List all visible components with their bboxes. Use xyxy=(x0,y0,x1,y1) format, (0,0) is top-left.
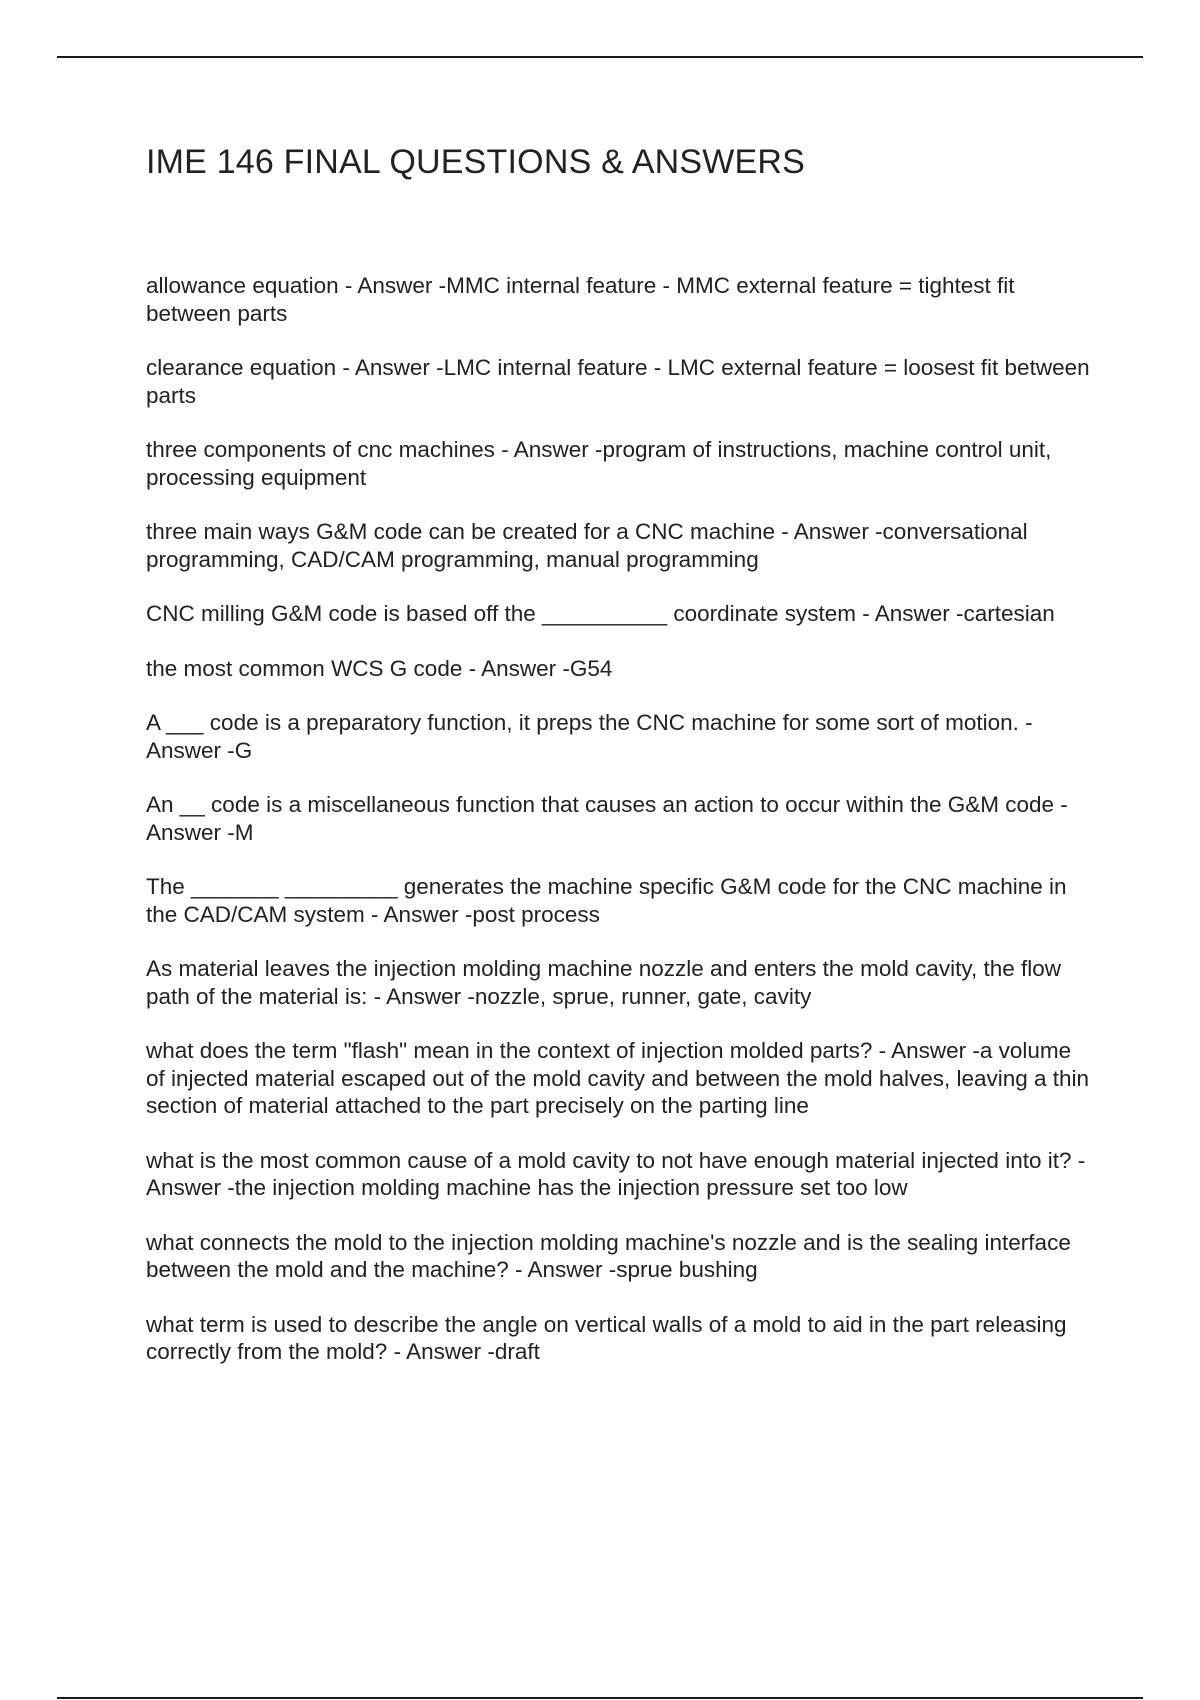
qa-item-5: CNC milling G&M code is based off the __________ coordinate system - Answer -cartesian xyxy=(146,601,1055,626)
qa-item-11: what does the term "flash" mean in the context of injection molded parts? - Answer -a volume of injected material escaped out of the mold cavity and between the mold halves, leaving a thin section of material attached to the part precisely on the parting line xyxy=(146,1038,1090,1118)
top-divider xyxy=(57,56,1143,58)
qa-item-9: The _______ _________ generates the machine specific G&M code for the CNC machine in the CAD/CAM system - Answer -post process xyxy=(146,874,1067,927)
qa-item-4: three main ways G&M code can be created for a CNC machine - Answer -conversational programming, CAD/CAM programming, manual programming xyxy=(146,519,1028,572)
qa-item-13: what connects the mold to the injection molding machine's nozzle and is the sealing interface between the mold and the machine? - Answer -sprue bushing xyxy=(146,1229,1071,1282)
qa-item-8: An __ code is a miscellaneous function that causes an action to occur within the G&M code - Answer -M xyxy=(146,792,1068,845)
qa-item-3: three components of cnc machines - Answer -program of instructions, machine control unit, processing equipment xyxy=(146,437,1052,490)
qa-item-14: what term is used to describe the angle on vertical walls of a mold to aid in the part releasing correctly from the mold? - Answer -draft xyxy=(146,1311,1067,1364)
qa-item-1: allowance equation - Answer -MMC internal feature - MMC external feature = tightest fit between parts xyxy=(146,273,1015,326)
qa-list xyxy=(146,272,1096,1393)
qa-item-6: the most common WCS G code - Answer -G54 xyxy=(146,655,613,681)
qa-item-12: what is the most common cause of a mold cavity to not have enough material injected into it? - Answer -the injection molding machine has the injection pressure set too low xyxy=(146,1147,1086,1200)
document-title: IME 146 FINAL QUESTIONS & ANSWERS xyxy=(146,143,806,181)
qa-item-7: A ___ code is a preparatory function, it preps the CNC machine for some sort of motion. - Answer -G xyxy=(146,710,1033,763)
bottom-divider xyxy=(57,1697,1143,1699)
qa-item-2: clearance equation - Answer -LMC internal feature - LMC external feature = loosest fit between parts xyxy=(146,355,1090,408)
qa-item-10: As material leaves the injection molding machine nozzle and enters the mold cavity, the flow path of the material is: - Answer -nozzle, sprue, runner, gate, cavity xyxy=(146,956,1062,1009)
